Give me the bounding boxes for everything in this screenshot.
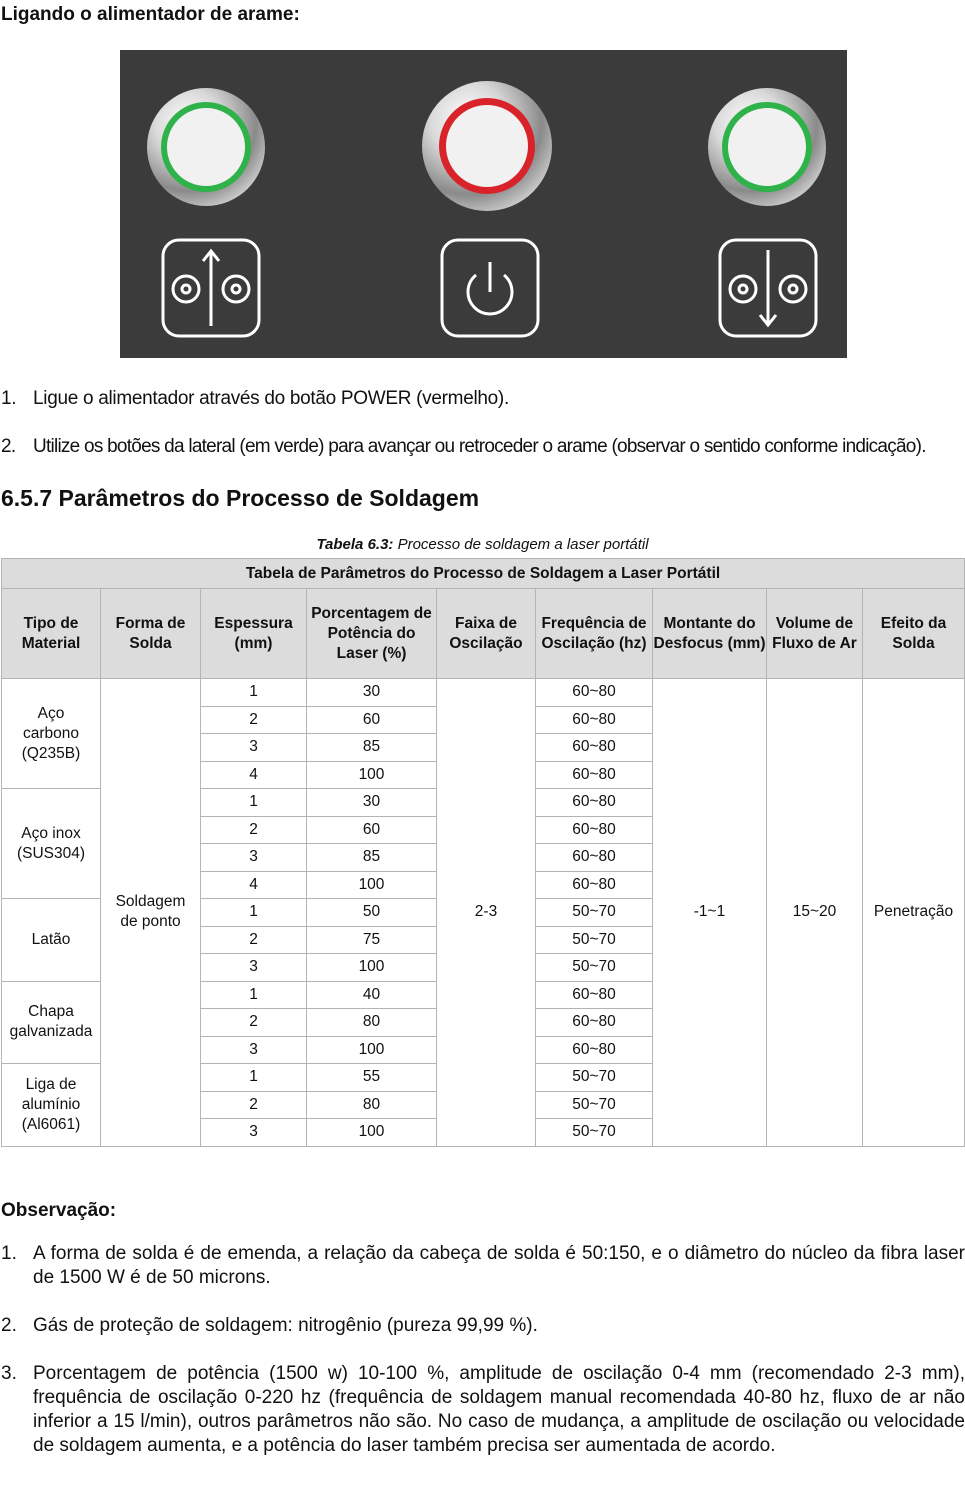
thickness-cell: 3 — [201, 954, 307, 982]
weld-form-cell: Soldagem de ponto — [101, 679, 201, 1147]
thickness-cell: 2 — [201, 816, 307, 844]
table-row — [2, 679, 965, 707]
defocus-cell: -1~1 — [653, 679, 767, 1147]
thickness-cell: 1 — [201, 1064, 307, 1092]
column-header: Faixa de Oscilação — [437, 589, 536, 679]
thickness-cell: 1 — [201, 789, 307, 817]
column-header: Porcentagem de Potência do Laser (%) — [307, 589, 437, 679]
thickness-cell: 3 — [201, 1036, 307, 1064]
frequency-cell: 60~80 — [536, 844, 653, 872]
power-cell: 75 — [307, 926, 437, 954]
frequency-cell: 60~80 — [536, 816, 653, 844]
power-cell: 100 — [307, 761, 437, 789]
frequency-cell: 50~70 — [536, 1091, 653, 1119]
oscillation-range-cell: 2-3 — [437, 679, 536, 1147]
red-power-led-button[interactable] — [422, 81, 552, 211]
power-cell: 50 — [307, 899, 437, 927]
column-header: Montante do Desfocus (mm) — [653, 589, 767, 679]
frequency-cell: 60~80 — [536, 871, 653, 899]
airflow-cell: 15~20 — [767, 679, 863, 1147]
wire-forward-icon[interactable] — [161, 238, 261, 338]
thickness-cell: 2 — [201, 1009, 307, 1037]
thickness-cell: 1 — [201, 981, 307, 1009]
frequency-cell: 60~80 — [536, 706, 653, 734]
power-cell: 40 — [307, 981, 437, 1009]
frequency-cell: 60~80 — [536, 679, 653, 707]
thickness-cell: 2 — [201, 706, 307, 734]
power-cell: 55 — [307, 1064, 437, 1092]
green-led-button-left[interactable] — [147, 88, 265, 206]
column-header: Tipo de Material — [2, 589, 101, 679]
thickness-cell: 3 — [201, 734, 307, 762]
material-cell: Liga de alumínio (Al6061) — [2, 1064, 101, 1147]
power-cell: 60 — [307, 816, 437, 844]
material-cell: Aço inox (SUS304) — [2, 789, 101, 899]
thickness-cell: 1 — [201, 679, 307, 707]
frequency-cell: 50~70 — [536, 1119, 653, 1147]
frequency-cell: 50~70 — [536, 899, 653, 927]
power-cell: 100 — [307, 1119, 437, 1147]
column-header: Forma de Solda — [101, 589, 201, 679]
wire-reverse-icon[interactable] — [718, 238, 818, 338]
material-cell: Chapa galvanizada — [2, 981, 101, 1064]
power-icon[interactable] — [440, 238, 540, 338]
weld-effect-cell: Penetração — [863, 679, 965, 1147]
column-header: Efeito da Solda — [863, 589, 965, 679]
table-title: Tabela de Parâmetros do Processo de Soldagem a Laser Portátil — [2, 559, 965, 589]
power-cell: 30 — [307, 789, 437, 817]
frequency-cell: 60~80 — [536, 789, 653, 817]
frequency-cell: 50~70 — [536, 1064, 653, 1092]
thickness-cell: 2 — [201, 1091, 307, 1119]
frequency-cell: 60~80 — [536, 734, 653, 762]
material-cell: Latão — [2, 899, 101, 982]
power-cell: 60 — [307, 706, 437, 734]
power-cell: 85 — [307, 734, 437, 762]
power-cell: 100 — [307, 871, 437, 899]
thickness-cell: 1 — [201, 899, 307, 927]
table-caption: Tabela 6.3: Processo de soldagem a laser portátil — [316, 536, 649, 553]
frequency-cell: 60~80 — [536, 1036, 653, 1064]
frequency-cell: 60~80 — [536, 981, 653, 1009]
wire-feeder-control-panel — [120, 50, 847, 358]
frequency-cell: 60~80 — [536, 761, 653, 789]
welding-parameters-table — [1, 558, 965, 1147]
frequency-cell: 50~70 — [536, 926, 653, 954]
power-cell: 80 — [307, 1009, 437, 1037]
power-cell: 30 — [307, 679, 437, 707]
thickness-cell: 2 — [201, 926, 307, 954]
thickness-cell: 4 — [201, 761, 307, 789]
section-title: Ligando o alimentador de arame: — [1, 4, 300, 25]
frequency-cell: 50~70 — [536, 954, 653, 982]
column-header: Volume de Fluxo de Ar — [767, 589, 863, 679]
thickness-cell: 3 — [201, 844, 307, 872]
power-cell: 80 — [307, 1091, 437, 1119]
column-header: Espessura (mm) — [201, 589, 307, 679]
power-cell: 85 — [307, 844, 437, 872]
thickness-cell: 3 — [201, 1119, 307, 1147]
frequency-cell: 60~80 — [536, 1009, 653, 1037]
green-led-button-right[interactable] — [708, 88, 826, 206]
section-heading: 6.5.7 Parâmetros do Processo de Soldagem — [1, 485, 480, 511]
column-header: Frequência de Oscilação (hz) — [536, 589, 653, 679]
thickness-cell: 4 — [201, 871, 307, 899]
material-cell: Aço carbono (Q235B) — [2, 679, 101, 789]
power-cell: 100 — [307, 1036, 437, 1064]
power-cell: 100 — [307, 954, 437, 982]
table-body — [2, 679, 965, 1147]
observation-title: Observação: — [1, 1200, 117, 1221]
